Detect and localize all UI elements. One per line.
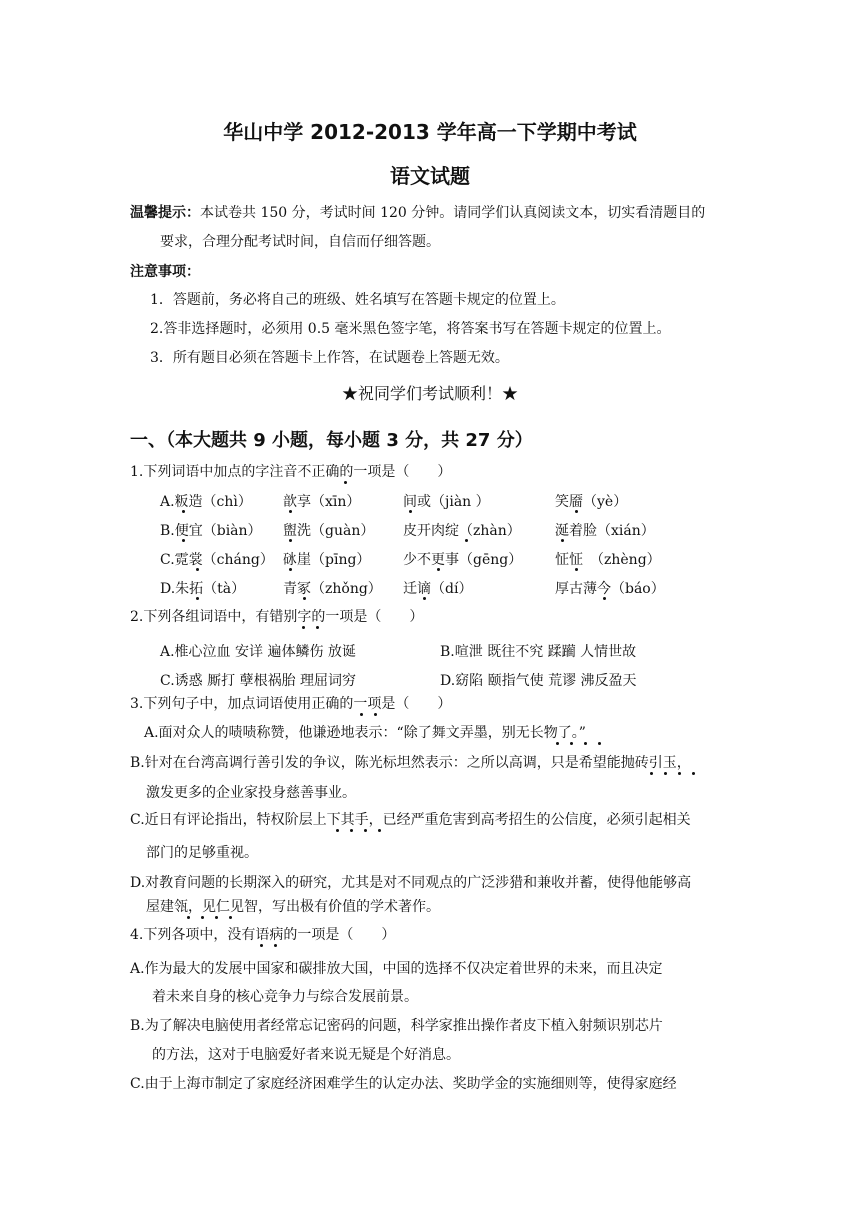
emphasis-dot xyxy=(260,944,263,947)
emphasis-dot xyxy=(182,510,185,513)
emphasis-dot xyxy=(374,713,377,716)
section-heading: 一、（本大题共 9 小题，每小题 3 分，共 27 分） xyxy=(130,430,533,451)
question-4-stem: 4.下列各项中，没有语病的一项是（ ） xyxy=(130,927,396,943)
q3-option-b-line-1: B.针对在台湾高调行善引发的争议，陈光标坦然表示：之所以高调，只是希望能抛砖引玉， xyxy=(130,755,691,771)
q1-b-4: 涎着脸（xián） xyxy=(555,523,655,539)
emphasis-dot xyxy=(598,742,601,745)
q4-option-c-line-1: C.由于上海市制定了家庭经济困难学生的认定办法、奖助学金的实施细则等，使得家庭经 xyxy=(130,1076,677,1092)
question-2-stem: 2.下列各组词语中，有错别字的一项是（ ） xyxy=(130,609,424,625)
tips-text-1: 本试卷共 150 分，考试时间 120 分钟。请同学们认真阅读文本，切实看清题目的 xyxy=(200,205,706,221)
question-3-stem: 3.下列句子中，加点词语使用正确的一项是（ ） xyxy=(130,696,452,712)
q1-b-2: 盥洗（guàn） xyxy=(283,523,375,539)
emphasis-dot xyxy=(229,916,232,919)
emphasis-dot xyxy=(182,539,185,542)
q1-d-1: D.朱拓（tà） xyxy=(160,581,246,597)
q2-option-c: C.诱惑 厮打 孽根祸胎 理屈词穷 xyxy=(160,673,357,689)
emphasis-dot xyxy=(378,829,381,832)
q4-option-a-line-2: 着未来自身的核心竞争力与综合发展前景。 xyxy=(152,989,418,1005)
emphasis-dot xyxy=(187,916,190,919)
emphasis-dot xyxy=(437,568,440,571)
emphasis-dot xyxy=(556,742,559,745)
emphasis-dots-row-c xyxy=(0,568,860,572)
q2-option-d: D.窈陷 颐指气使 荒谬 沸反盈天 xyxy=(440,673,637,689)
q3-option-d-line-2: 屋建瓴，见仁见智，写出极有价值的学术著作。 xyxy=(146,899,440,915)
emphasis-dot xyxy=(344,481,347,484)
page-subtitle: 语文试题 xyxy=(390,164,470,188)
emphasis-dots xyxy=(0,626,860,630)
emphasis-dots xyxy=(0,481,860,485)
q3-option-c-line-2: 部门的足够重视。 xyxy=(146,845,258,861)
emphasis-dot xyxy=(575,568,578,571)
emphasis-dot xyxy=(364,829,367,832)
q1-c-1: C.霓裳（cháng） xyxy=(160,552,274,568)
emphasis-dots xyxy=(0,944,860,948)
notes-item-3: 3．所有题目必须在答题卡上作答，在试题卷上答题无效。 xyxy=(150,350,509,366)
emphasis-dot xyxy=(289,568,292,571)
emphasis-dot xyxy=(603,597,606,600)
notes-label: 注意事项： xyxy=(130,264,200,280)
emphasis-dot xyxy=(678,772,681,775)
emphasis-dot xyxy=(570,742,573,745)
notes-item-1: 1．答题前，务必将自己的班级、姓名填写在答题卡规定的位置上。 xyxy=(150,292,565,308)
tips-line-2: 要求，合理分配考试时间，自信而仔细答题。 xyxy=(160,234,440,250)
q1-c-2: 砯崖（pīng） xyxy=(283,552,371,568)
q1-a-4: 笑靥（yè） xyxy=(555,494,628,510)
q1-d-3: 迁谪（dí） xyxy=(403,581,473,597)
q1-b-1: B.便宜（biàn） xyxy=(160,523,262,539)
emphasis-dot xyxy=(409,510,412,513)
emphasis-dot xyxy=(196,568,199,571)
emphasis-dot xyxy=(289,510,292,513)
emphasis-dots xyxy=(0,916,860,920)
emphasis-dot xyxy=(289,539,292,542)
emphasis-dot xyxy=(336,829,339,832)
tips-label: 温馨提示： xyxy=(130,205,200,221)
q2-option-a: A.椎心泣血 安详 遍体鳞伤 放诞 xyxy=(160,644,356,660)
emphasis-dot xyxy=(201,916,204,919)
emphasis-dots xyxy=(0,829,860,833)
tips-line-1 xyxy=(130,203,705,223)
emphasis-dot xyxy=(650,772,653,775)
question-1-stem: 1.下列词语中加点的字注音不正确的一项是（ ） xyxy=(130,464,452,480)
page-title: 华山中学 2012-2013 学年高一下学期中考试 xyxy=(223,120,637,144)
emphasis-dot xyxy=(692,772,695,775)
emphasis-dot xyxy=(575,510,578,513)
q1-c-4: 怔怔 （zhèng） xyxy=(555,552,661,568)
q4-option-a-line-1: A.作为最大的发展中国家和碳排放大国，中国的选择不仅决定着世界的未来，而且决定 xyxy=(130,961,663,977)
emphasis-dot xyxy=(465,539,468,542)
q1-a-3: 间或（jiàn ） xyxy=(403,494,490,510)
emphasis-dot xyxy=(274,944,277,947)
q1-a-2: 歆享（xīn） xyxy=(283,494,361,510)
emphasis-dot xyxy=(303,597,306,600)
q4-option-b-line-2: 的方法，这对于电脑爱好者来说无疑是个好消息。 xyxy=(152,1047,460,1063)
emphasis-dot xyxy=(316,626,319,629)
emphasis-dot xyxy=(350,829,353,832)
emphasis-dots-row-a xyxy=(0,510,860,514)
q1-d-4: 厚古薄今（báo） xyxy=(555,581,665,597)
good-luck-message: ★祝同学们考试顺利！★ xyxy=(341,384,518,403)
emphasis-dots xyxy=(0,772,860,776)
q1-d-2: 青冢（zhǒng） xyxy=(283,581,382,597)
emphasis-dot xyxy=(302,626,305,629)
emphasis-dots xyxy=(0,742,860,746)
q1-c-3: 少不更事（gēng） xyxy=(403,552,523,568)
emphasis-dots-row-b xyxy=(0,539,860,543)
q1-b-3: 皮开肉绽（zhàn） xyxy=(403,523,521,539)
q3-option-d-line-1: D.对教育问题的长期深入的研究，尤其是对不同观点的广泛涉猎和兼收并蓄，使得他能够高 xyxy=(130,875,692,891)
q4-option-b-line-1: B.为了解决电脑使用者经常忘记密码的问题，科学家推出操作者皮下植入射频识别芯片 xyxy=(130,1018,663,1034)
emphasis-dot xyxy=(561,539,564,542)
q3-option-b-line-2: 激发更多的企业家投身慈善事业。 xyxy=(146,785,356,801)
q1-a-1: A.粄造（chì） xyxy=(160,494,252,510)
emphasis-dot xyxy=(360,713,363,716)
emphasis-dot xyxy=(423,597,426,600)
notes-item-2: 2.答非选择题时，必须用 0.5 毫米黑色签字笔，将答案书写在答题卡规定的位置上。 xyxy=(150,321,671,337)
q3-option-a: A.面对众人的啧啧称赞，他谦逊地表示：“除了舞文弄墨，别无长物了。” xyxy=(144,725,586,741)
emphasis-dots-row-d xyxy=(0,597,860,601)
emphasis-dot xyxy=(664,772,667,775)
emphasis-dot xyxy=(584,742,587,745)
emphasis-dot xyxy=(196,597,199,600)
emphasis-dots xyxy=(0,713,860,717)
q3-option-c-line-1: C.近日有评论指出，特权阶层上下其手，已经严重危害到高考招生的公信度，必须引起相关 xyxy=(130,812,691,828)
emphasis-dot xyxy=(215,916,218,919)
q2-option-b: B.喧泄 既往不究 蹂躏 人情世故 xyxy=(440,644,637,660)
